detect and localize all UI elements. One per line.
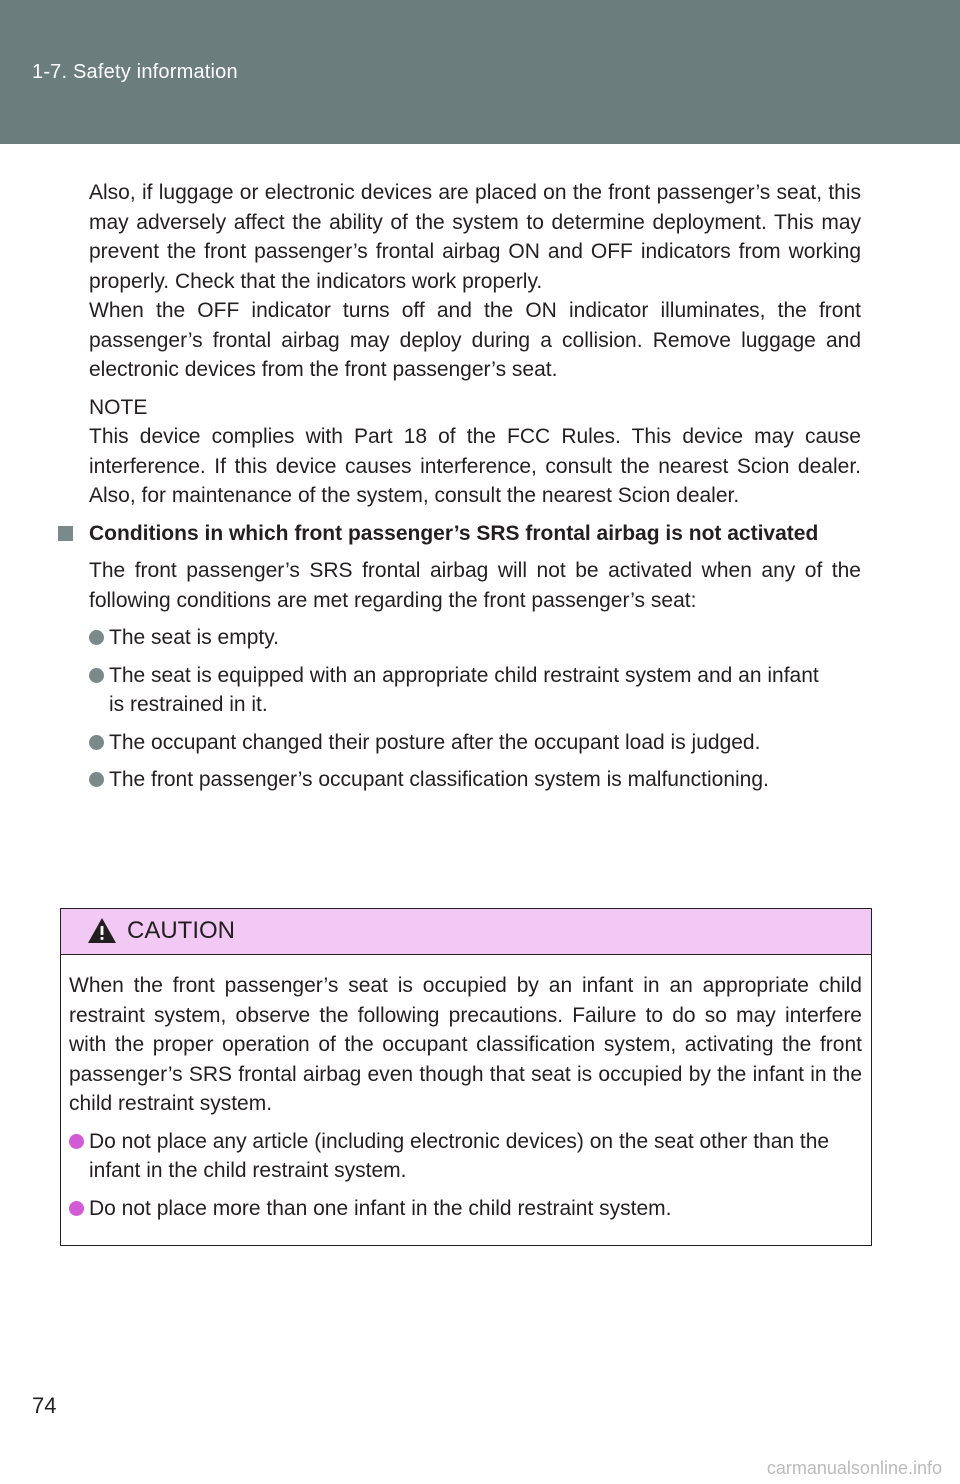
caution-list-item: Do not place any article (including electronic devices) on the seat other than the infant in the child restraint system. [69, 1127, 862, 1186]
list-item: The seat is equipped with an appropriate child restraint system and an infant is restrained in it. [89, 661, 861, 720]
warning-icon [87, 917, 117, 944]
note-text: This device complies with Part 18 of the FCC Rules. This device may cause interference. If this device causes interference, consult the nearest Scion dealer. Also, for maintenance of the system, consult the nearest Scion dealer. [89, 425, 861, 507]
circle-bullet-icon [89, 772, 104, 787]
caution-box [60, 908, 872, 1246]
caution-list-item: Do not place more than one infant in the child restraint system. [69, 1194, 862, 1224]
circle-bullet-icon [69, 1134, 84, 1149]
circle-bullet-icon [89, 735, 104, 750]
section-text: The front passenger’s SRS frontal airbag will not be activated when any of the following conditions are met regarding the front passenger’s seat: [89, 559, 861, 612]
caution-body [69, 971, 862, 1223]
section-heading: Conditions in which front passenger’s SRS frontal airbag is not activated [89, 519, 861, 549]
caution-header [61, 909, 871, 955]
page-number: 74 [32, 1393, 57, 1418]
note-label: NOTE [89, 395, 148, 419]
page-header [0, 0, 960, 144]
list-item: The front passenger’s occupant classification system is malfunctioning. [89, 765, 861, 795]
circle-bullet-icon [89, 668, 104, 683]
indicator-paragraph: When the OFF indicator turns off and the ON indicator illuminates, the front passenger’s frontal airbag may deploy during a collision. Remove luggage and electronic devices from the front passenger’s seat. [89, 299, 861, 381]
main-content [89, 178, 861, 795]
section-title: 1-7. Safety information [32, 61, 238, 83]
caution-title: CAUTION [127, 917, 235, 944]
caution-text: When the front passenger’s seat is occupied by an infant in an appropriate child restraint system, observe the following precautions. Failure to do so may interfere with the proper operation of the occupant classification system, activating the front passenger’s SRS frontal airbag even though that seat is occupied by the infant in the child restraint system. [69, 974, 862, 1115]
circle-bullet-icon [89, 630, 104, 645]
intro-paragraph: Also, if luggage or electronic devices are placed on the front passenger’s seat, this may adversely affect the ability of the system to determine deployment. This may prevent the front passenger’s frontal airbag ON and OFF indicators from working properly. Check that the indicators work properly. [89, 181, 861, 293]
list-item: The seat is empty. [89, 623, 861, 653]
circle-bullet-icon [69, 1201, 84, 1216]
list-item: The occupant changed their posture after the occupant load is judged. [89, 728, 861, 758]
watermark: carmanualsonline.info [766, 1458, 942, 1478]
square-bullet-icon [58, 526, 73, 541]
